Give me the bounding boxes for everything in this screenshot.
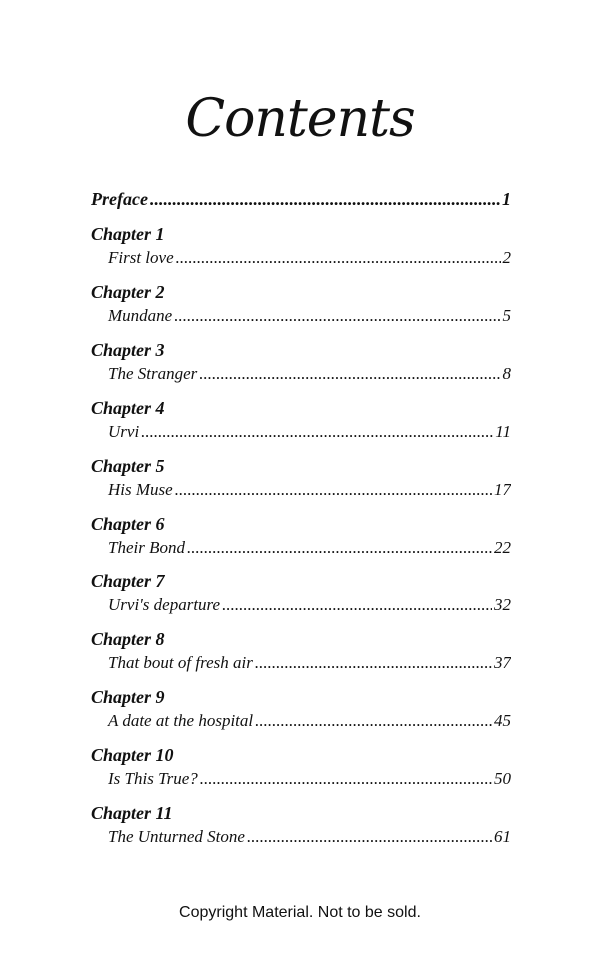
dot-leader bbox=[174, 305, 500, 327]
chapter-title: The Unturned Stone bbox=[108, 827, 245, 846]
chapter-title-entry[interactable] bbox=[91, 421, 511, 443]
chapter-title-entry[interactable] bbox=[91, 363, 511, 385]
toc-chapter-3 bbox=[91, 339, 511, 385]
chapter-title-entry[interactable] bbox=[91, 826, 511, 848]
chapter-page-number: 22 bbox=[494, 538, 511, 557]
chapter-heading: Chapter 8 bbox=[91, 629, 165, 649]
toc-chapter-4 bbox=[91, 397, 511, 443]
chapter-page-number: 17 bbox=[494, 480, 511, 499]
chapter-page-number: 8 bbox=[502, 364, 511, 383]
chapter-title: That bout of fresh air bbox=[108, 653, 253, 672]
toc-preface-entry[interactable] bbox=[91, 188, 511, 210]
chapter-page-number: 50 bbox=[494, 769, 511, 788]
chapter-page-number: 5 bbox=[502, 306, 511, 325]
chapter-page-number: 11 bbox=[495, 422, 511, 441]
toc-chapter-7 bbox=[91, 570, 511, 616]
dot-leader bbox=[247, 826, 492, 848]
chapter-title: Their Bond bbox=[108, 538, 185, 557]
toc-chapter-10 bbox=[91, 744, 511, 790]
dot-leader bbox=[255, 652, 492, 674]
toc-chapter-6 bbox=[91, 513, 511, 559]
dot-leader bbox=[150, 188, 500, 210]
dot-leader bbox=[255, 710, 492, 732]
chapter-title: His Muse bbox=[108, 480, 173, 499]
toc-chapter-1 bbox=[91, 223, 511, 269]
chapter-title-entry[interactable] bbox=[91, 305, 511, 327]
toc-chapter-2 bbox=[91, 281, 511, 327]
toc-chapter-11 bbox=[91, 802, 511, 848]
page-title: Contents bbox=[185, 89, 415, 149]
chapter-heading: Chapter 3 bbox=[91, 340, 165, 360]
chapter-title-entry[interactable] bbox=[91, 652, 511, 674]
chapter-title: Urvi bbox=[108, 422, 140, 441]
dot-leader bbox=[141, 421, 493, 443]
copyright-footer: Copyright Material. Not to be sold. bbox=[179, 904, 421, 921]
chapter-page-number: 2 bbox=[502, 248, 511, 267]
chapter-heading: Chapter 4 bbox=[91, 398, 165, 418]
chapter-title-entry[interactable] bbox=[91, 768, 511, 790]
chapter-title: First love bbox=[108, 248, 174, 267]
toc-chapter-5 bbox=[91, 455, 511, 501]
chapter-title: Is This True? bbox=[108, 769, 198, 788]
chapter-heading: Chapter 7 bbox=[91, 571, 165, 591]
dot-leader bbox=[187, 537, 492, 559]
dot-leader bbox=[199, 363, 500, 385]
chapter-heading: Chapter 6 bbox=[91, 514, 165, 534]
chapter-page-number: 45 bbox=[494, 711, 511, 730]
preface-label: Preface bbox=[91, 189, 148, 209]
chapter-title: Mundane bbox=[108, 306, 173, 325]
chapter-title-entry[interactable] bbox=[91, 479, 511, 501]
chapter-title-entry[interactable] bbox=[91, 710, 511, 732]
chapter-heading: Chapter 9 bbox=[91, 687, 165, 707]
toc-chapter-8 bbox=[91, 628, 511, 674]
toc-chapter-9 bbox=[91, 686, 511, 732]
chapter-title: The Stranger bbox=[108, 364, 198, 383]
chapter-heading: Chapter 2 bbox=[91, 282, 165, 302]
chapter-heading: Chapter 1 bbox=[91, 224, 165, 244]
dot-leader bbox=[200, 768, 492, 790]
chapter-title: A date at the hospital bbox=[108, 711, 254, 730]
chapter-heading: Chapter 5 bbox=[91, 456, 165, 476]
chapter-title-entry[interactable] bbox=[91, 537, 511, 559]
chapter-page-number: 32 bbox=[494, 595, 511, 614]
chapter-title-entry[interactable] bbox=[91, 247, 511, 269]
dot-leader bbox=[222, 594, 492, 616]
preface-page-number: 1 bbox=[502, 189, 511, 209]
chapter-title-entry[interactable] bbox=[91, 594, 511, 616]
chapter-title: Urvi's departure bbox=[108, 595, 221, 614]
dot-leader bbox=[176, 247, 501, 269]
chapter-heading: Chapter 10 bbox=[91, 745, 174, 765]
chapter-heading: Chapter 11 bbox=[91, 803, 173, 823]
dot-leader bbox=[175, 479, 492, 501]
chapter-page-number: 61 bbox=[494, 827, 511, 846]
chapter-page-number: 37 bbox=[494, 653, 511, 672]
